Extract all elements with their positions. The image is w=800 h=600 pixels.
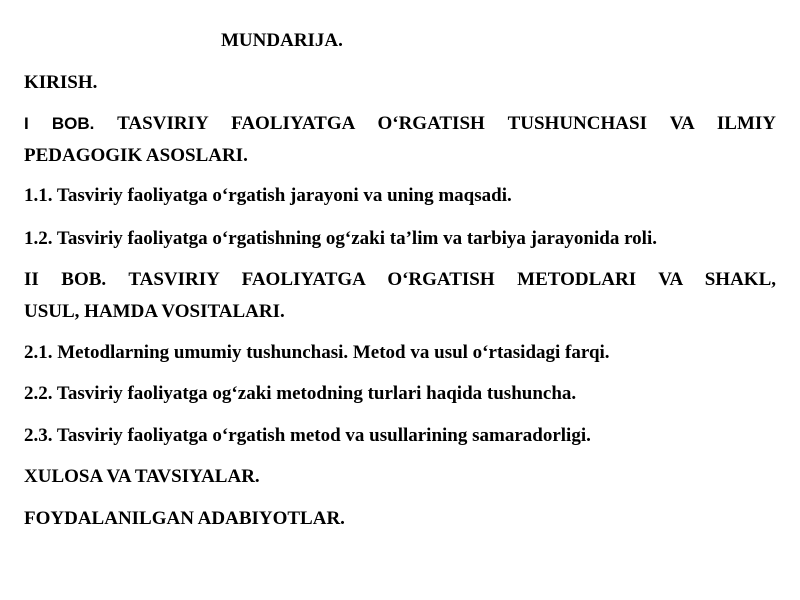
toc-entry-line-1 bbox=[24, 113, 776, 135]
toc-entry-references bbox=[24, 508, 776, 530]
toc-entry-2-1 bbox=[24, 342, 776, 364]
toc-entry-2-2 bbox=[24, 383, 776, 405]
toc-entry-line-2: USUL, HAMDA VOSITALARI. bbox=[24, 301, 285, 322]
toc-entry-text: 1.1. Tasviriy faoliyatga o‘rgatish jarayoni va uning maqsadi. bbox=[24, 185, 512, 206]
toc-entry-chapter-2 bbox=[24, 269, 776, 323]
toc-entry-conclusion bbox=[24, 466, 776, 488]
toc-entry-text: FOYDALANILGAN ADABIYOTLAR. bbox=[24, 508, 345, 529]
toc-entry-kirish bbox=[24, 72, 776, 94]
toc-entry-2-3 bbox=[24, 425, 776, 447]
chapter-number: I BOB. bbox=[24, 114, 95, 133]
page-title: MUNDARIJA. bbox=[221, 30, 343, 51]
toc-entry-chapter-1 bbox=[24, 113, 776, 167]
toc-entry-text: 2.3. Tasviriy faoliyatga o‘rgatish metod va usullarining samaradorligi. bbox=[24, 425, 591, 446]
toc-entry-text: 1.2. Tasviriy faoliyatga o‘rgatishning og‘zaki ta’lim va tarbiya jarayonida roli. bbox=[24, 228, 657, 249]
toc-entry-line-2: PEDAGOGIK ASOSLARI. bbox=[24, 145, 248, 166]
toc-entry-text: KIRISH. bbox=[24, 72, 98, 93]
toc-entry-line-1: II BOB. TASVIRIY FAOLIYATGA O‘RGATISH METODLARI VA SHAKL, bbox=[24, 269, 776, 290]
toc-entry-1-1 bbox=[24, 185, 776, 207]
toc-entry-text: XULOSA VA TAVSIYALAR. bbox=[24, 466, 260, 487]
toc-entry-text: 2.2. Tasviriy faoliyatga og‘zaki metodning turlari haqida tushuncha. bbox=[24, 383, 577, 404]
chapter-title-part: TASVIRIY FAOLIYATGA O‘RGATISH TUSHUNCHASI VA ILMIY bbox=[94, 113, 776, 134]
toc-entry-text: 2.1. Metodlarning umumiy tushunchasi. Metod va usul o‘rtasidagi farqi. bbox=[24, 342, 610, 363]
toc-entry-1-2 bbox=[24, 228, 776, 250]
